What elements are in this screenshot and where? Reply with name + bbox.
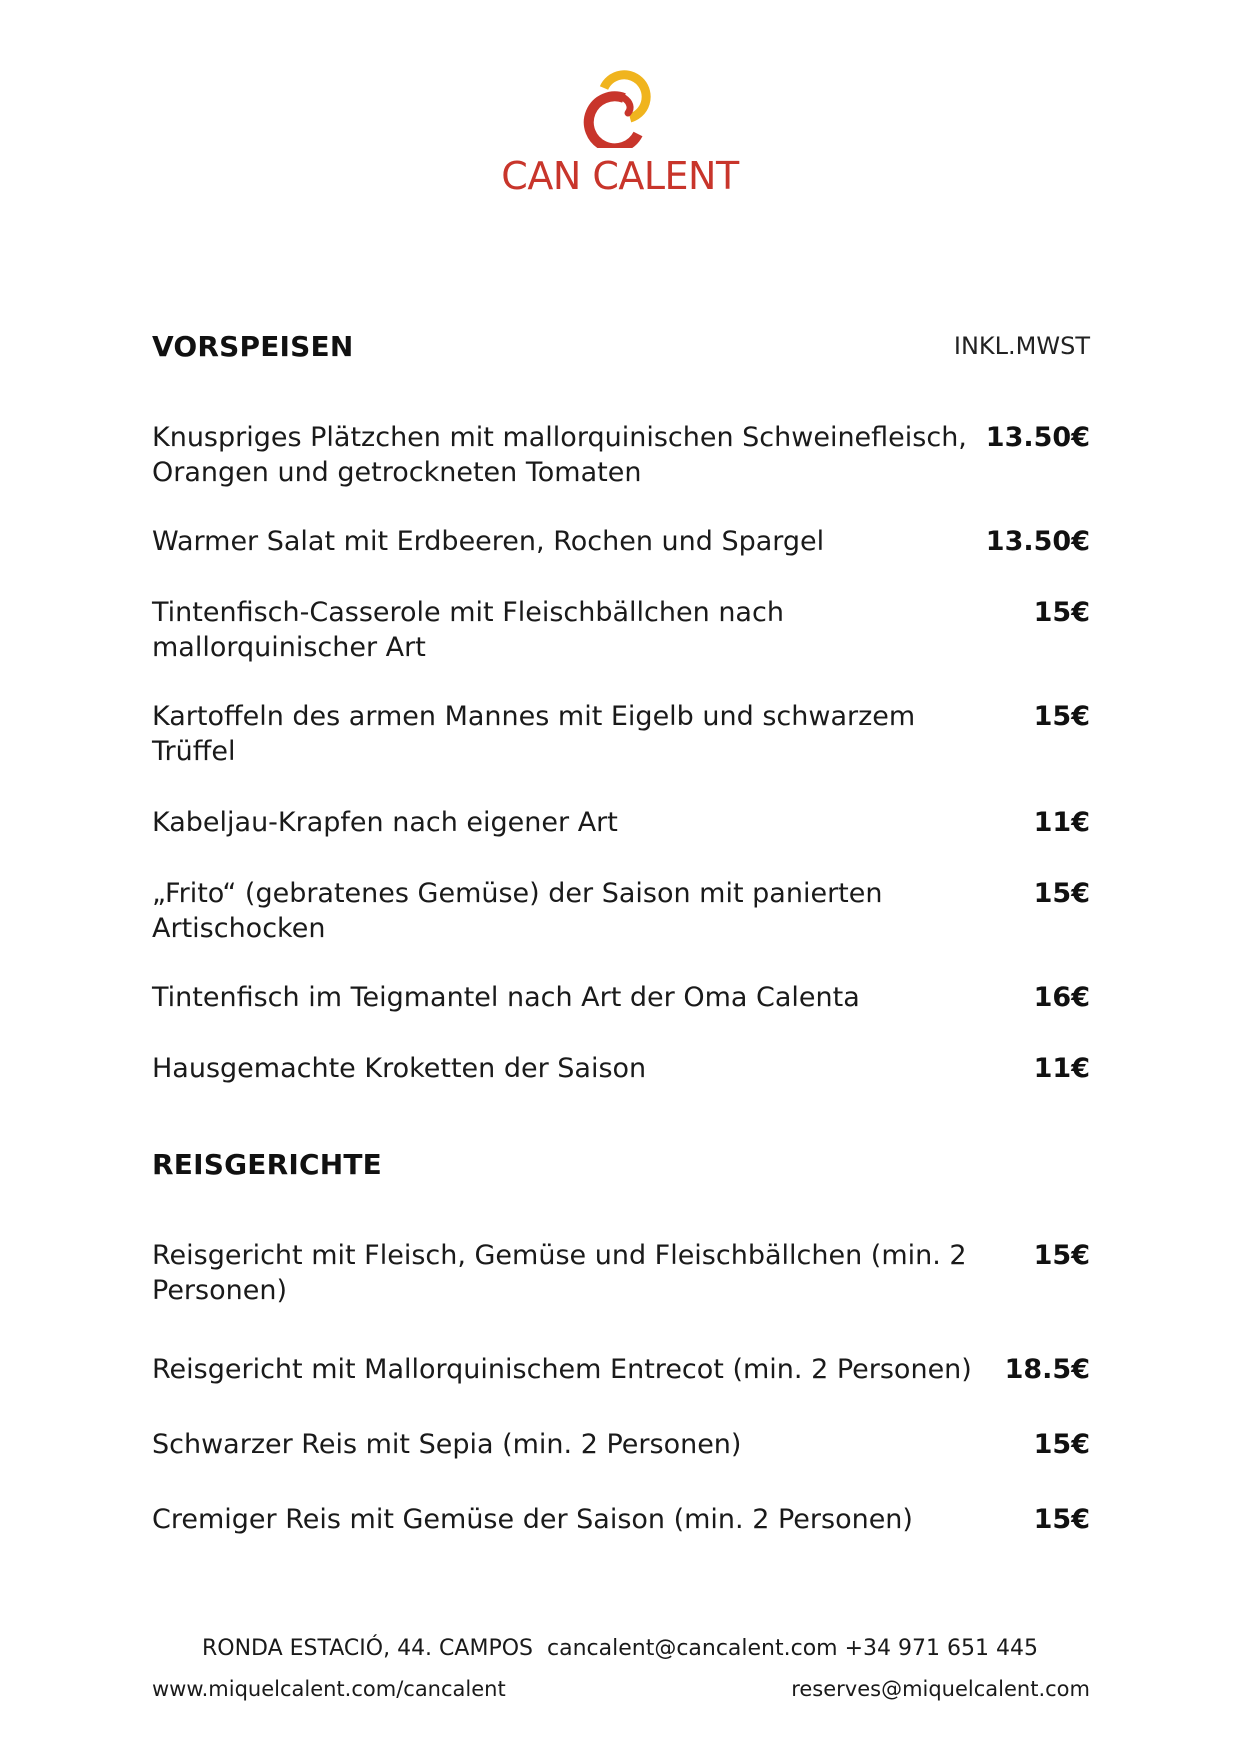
- menu-item: [152, 1502, 1090, 1537]
- item-name: Kabeljau-Krapfen nach eigener Art: [152, 807, 618, 838]
- tax-note: INKL.MWST: [953, 332, 1090, 360]
- item-name: „Frito“ (gebratenes Gemüse) der Saison mit panierten Artischocken: [152, 878, 883, 944]
- item-name: Reisgericht mit Mallorquinischem Entrecot (min. 2 Personen): [152, 1354, 972, 1385]
- footer-phone: +34 971 651 445: [844, 1636, 1038, 1661]
- menu-item: [152, 1238, 1090, 1308]
- menu-item: [152, 524, 1090, 559]
- menu-item: [152, 420, 1090, 490]
- footer-contact: [0, 1636, 1240, 1661]
- item-price: 15€: [1033, 597, 1090, 628]
- menu-item: [152, 1051, 1090, 1086]
- section-starters: [152, 330, 1090, 1086]
- item-price: 13.50€: [985, 526, 1090, 557]
- menu-item: [152, 876, 1090, 946]
- menu-item: [152, 699, 1090, 769]
- item-name: Knuspriges Plätzchen mit mallorquinischen Schweinefleisch, Orangen und getrockneten Tomaten: [152, 422, 967, 488]
- menu-item: [152, 805, 1090, 840]
- item-price: 15€: [1033, 1504, 1090, 1535]
- item-name: Schwarzer Reis mit Sepia (min. 2 Personen): [152, 1429, 742, 1460]
- menu-item: [152, 595, 1090, 665]
- footer-address: RONDA ESTACIÓ, 44. CAMPOS: [202, 1636, 533, 1661]
- menu-item: [152, 1427, 1090, 1462]
- section-header: [152, 330, 1090, 370]
- section-title: REISGERICHTE: [152, 1148, 382, 1181]
- restaurant-logo: [0, 58, 1240, 198]
- item-price: 13.50€: [985, 422, 1090, 453]
- item-price: 18.5€: [1004, 1354, 1090, 1385]
- footer-reservations-email[interactable]: reserves@miquelcalent.com: [791, 1677, 1090, 1701]
- item-name: Hausgemachte Kroketten der Saison: [152, 1053, 647, 1084]
- item-price: 15€: [1033, 878, 1090, 909]
- item-name: Warmer Salat mit Erdbeeren, Rochen und Spargel: [152, 526, 825, 557]
- footer-email[interactable]: cancalent@cancalent.com: [547, 1636, 838, 1661]
- item-price: 15€: [1033, 1429, 1090, 1460]
- menu-item: [152, 980, 1090, 1015]
- menu-item: [152, 1352, 1090, 1387]
- item-name: Tintenfisch-Casserole mit Fleischbällchen nach mallorquinischer Art: [152, 597, 784, 663]
- item-price: 11€: [1033, 1053, 1090, 1084]
- item-price: 16€: [1033, 982, 1090, 1013]
- section-header: [152, 1148, 1090, 1188]
- can-calent-logo-icon: [580, 58, 660, 148]
- item-price: 11€: [1033, 807, 1090, 838]
- item-name: Tintenfisch im Teigmantel nach Art der Oma Calenta: [152, 982, 860, 1013]
- starters-list: [152, 420, 1090, 1086]
- rice-list: [152, 1238, 1090, 1537]
- brand-name: CAN CALENT: [501, 154, 739, 198]
- section-title: VORSPEISEN: [152, 330, 354, 363]
- item-name: Reisgericht mit Fleisch, Gemüse und Fleischbällchen (min. 2 Personen): [152, 1240, 967, 1306]
- item-name: Kartoffeln des armen Mannes mit Eigelb und schwarzem Trüffel: [152, 701, 916, 767]
- item-name: Cremiger Reis mit Gemüse der Saison (min. 2 Personen): [152, 1504, 913, 1535]
- section-rice-dishes: [152, 1148, 1090, 1537]
- footer-website[interactable]: www.miquelcalent.com/cancalent: [152, 1677, 506, 1701]
- item-price: 15€: [1033, 701, 1090, 732]
- item-price: 15€: [1033, 1240, 1090, 1271]
